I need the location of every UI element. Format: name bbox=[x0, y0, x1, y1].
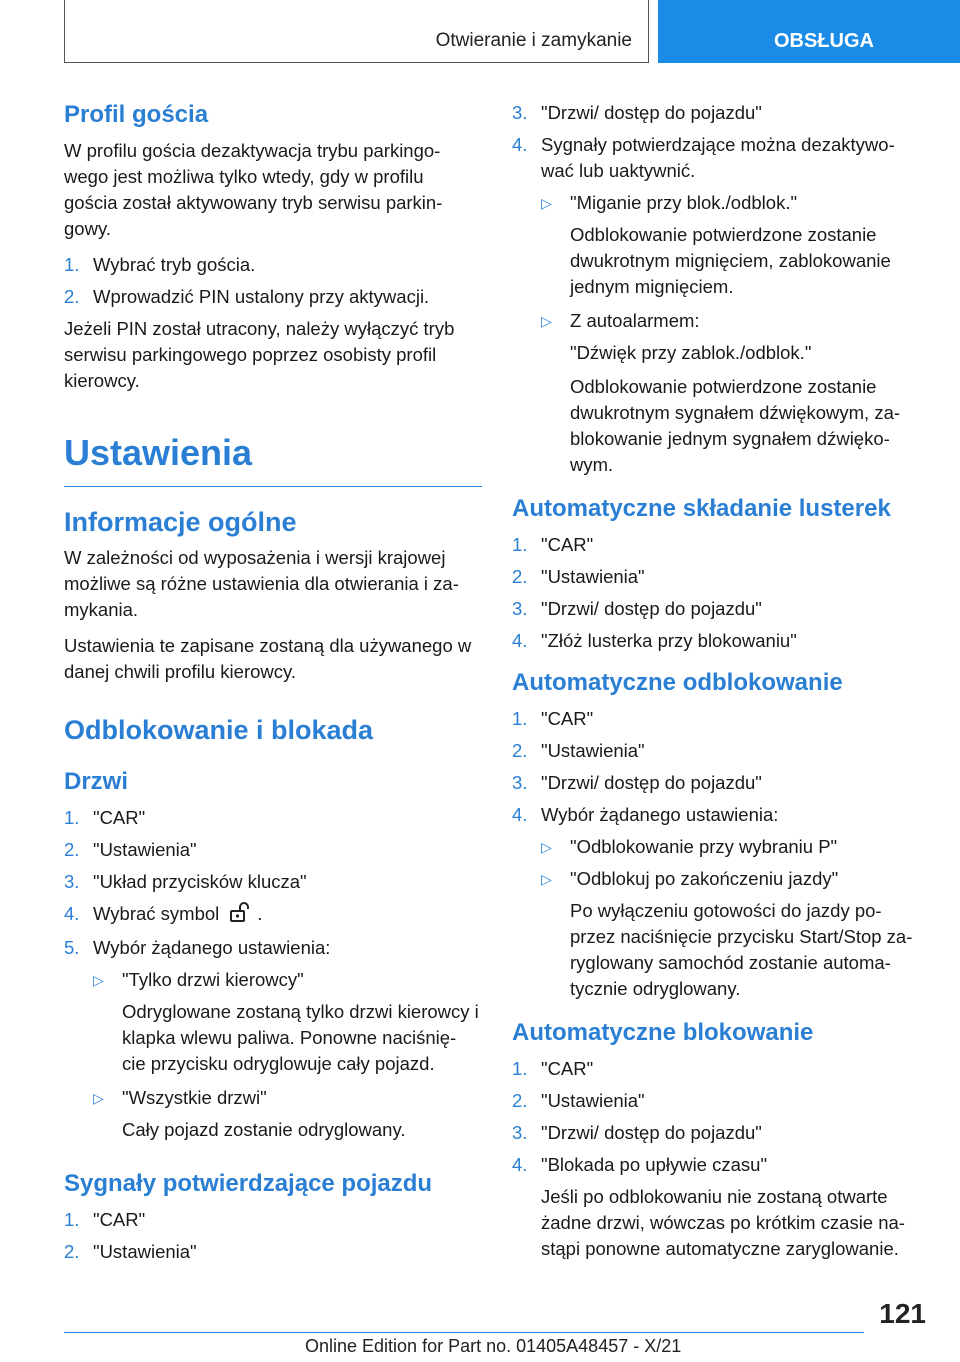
edition-footer: Online Edition for Part no. 01405A48457 - X/21 bbox=[305, 1336, 682, 1356]
option-subitem: "Dźwięk przy zablok./odblok." bbox=[570, 342, 812, 363]
general-info-text2: Ustawienia te zapisane zostaną dla używanego w danej chwili profilu kierowcy. bbox=[64, 635, 472, 682]
left-column bbox=[64, 100, 482, 1271]
option-description: Odblokowanie potwierdzone zostanie dwukrotnym mignięciem, zablokowanie jednym mignięciem. bbox=[570, 224, 891, 297]
auto-lock-heading: Automatyczne blokowanie bbox=[512, 1019, 814, 1046]
list-item: 2. "Ustawienia" bbox=[512, 1090, 645, 1111]
signals-heading: Sygnały potwierdzające pojazdu bbox=[64, 1169, 433, 1197]
list-item: 4. Wybrać symbol . bbox=[64, 901, 482, 929]
page-number: 121 bbox=[879, 1298, 926, 1329]
general-info-heading: Informacje ogólne bbox=[64, 507, 297, 537]
unlock-lock-heading: Odblokowanie i blokada bbox=[64, 715, 374, 745]
list-item: 3. "Drzwi/ dostęp do pojazdu" bbox=[512, 102, 762, 123]
auto-unlock-heading: Automatyczne odblokowanie bbox=[512, 669, 843, 696]
section-tab[interactable]: OBSŁUGA bbox=[658, 0, 960, 63]
list-item: 3. "Drzwi/ dostęp do pojazdu" bbox=[512, 1122, 762, 1143]
list-item: 4. "Złóż lusterka przy blokowaniu" bbox=[512, 630, 797, 651]
list-item: 4. Wybór żądanego ustawienia: bbox=[512, 804, 779, 825]
option-item: ▷ "Odblokowanie przy wybraniu P" bbox=[541, 836, 838, 857]
list-item: 3. "Drzwi/ dostęp do pojazdu" bbox=[512, 772, 762, 793]
unlock-key-icon bbox=[229, 902, 251, 929]
list-item: 1. Wybrać tryb gościa. bbox=[64, 254, 256, 275]
option-description: Cały pojazd zostanie odryglowany. bbox=[122, 1118, 406, 1140]
list-item: 2. "Ustawienia" bbox=[64, 1240, 197, 1262]
list-item: 1. "CAR" bbox=[512, 534, 594, 555]
list-item: 2. "Ustawienia" bbox=[512, 566, 645, 587]
list-item: 2. "Ustawienia" bbox=[512, 740, 645, 761]
option-description: Po wyłączeniu gotowości do jazdy po- przez naciśnięcie przycisku Start/Stop za- ryglowany samochód zostanie automa- tycznie odryglowany. bbox=[570, 900, 913, 999]
footer-divider bbox=[64, 1332, 864, 1333]
option-item: ▷ "Wszystkie drzwi" bbox=[93, 1086, 267, 1108]
option-description: Jeśli po odblokowaniu nie zostaną otwarte żadne drzwi, wówczas po krótkim czasie na- stąpi ponowne automatyczne zaryglowanie. bbox=[541, 1186, 905, 1259]
list-item: 1. "CAR" bbox=[64, 807, 146, 828]
doors-heading: Drzwi bbox=[64, 768, 129, 795]
list-item: 3. "Układ przycisków klucza" bbox=[64, 871, 307, 892]
option-item: ▷ Z autoalarmem: bbox=[541, 310, 700, 331]
header-box bbox=[64, 0, 649, 63]
guest-profile-heading: Profil gościa bbox=[64, 101, 209, 128]
list-item: 2. "Ustawienia" bbox=[64, 839, 197, 860]
chapter-title: Otwieranie i zamykanie bbox=[435, 30, 632, 51]
list-item: 1. "CAR" bbox=[512, 1058, 594, 1079]
right-column bbox=[512, 100, 927, 1270]
list-item: 4. Sygnały potwierdzające można dezaktywo- wać lub uaktywnić. bbox=[512, 134, 895, 181]
option-item: ▷ "Odblokuj po zakończeniu jazdy" bbox=[541, 868, 839, 889]
option-item: ▷ "Miganie przy blok./odblok." bbox=[541, 192, 798, 213]
option-description: Odryglowane zostaną tylko drzwi kierowcy i klapka wlewu paliwa. Ponowne naciśnię- cie przycisku odryglowuje cały pojazd. bbox=[122, 1000, 479, 1074]
list-item: 2. Wprowadzić PIN ustalony przy aktywacji. bbox=[64, 286, 430, 307]
mirror-heading: Automatyczne składanie lusterek bbox=[512, 495, 891, 522]
list-item: 5. Wybór żądanego ustawienia: bbox=[64, 936, 331, 958]
general-info-text1: W zależności od wyposażenia i wersji krajowej możliwe są różne ustawienia dla otwierania i za- mykania. bbox=[64, 547, 459, 620]
guest-profile-text: W profilu gościa dezaktywacja trybu parkingo- wego jest możliwa tylko wtedy, gdy w profilu gościa został aktywowany tryb serwisu parkin- gowy. bbox=[64, 140, 443, 239]
guest-profile-note: Jeżeli PIN został utracony, należy wyłączyć tryb serwisu parkingowego poprzez osobisty profil kierowcy. bbox=[64, 318, 455, 391]
settings-heading: Ustawienia bbox=[64, 430, 482, 487]
list-item: 3. "Drzwi/ dostęp do pojazdu" bbox=[512, 598, 762, 619]
list-item: 4. "Blokada po upływie czasu" bbox=[512, 1154, 768, 1175]
option-item: ▷ "Tylko drzwi kierowcy" bbox=[93, 968, 304, 990]
list-item: 1. "CAR" bbox=[512, 708, 594, 729]
option-description: Odblokowanie potwierdzone zostanie dwukrotnym sygnałem dźwiękowym, za- blokowanie jednym sygnałem dźwięko- wym. bbox=[570, 376, 901, 475]
list-item: 1. "CAR" bbox=[64, 1208, 146, 1230]
